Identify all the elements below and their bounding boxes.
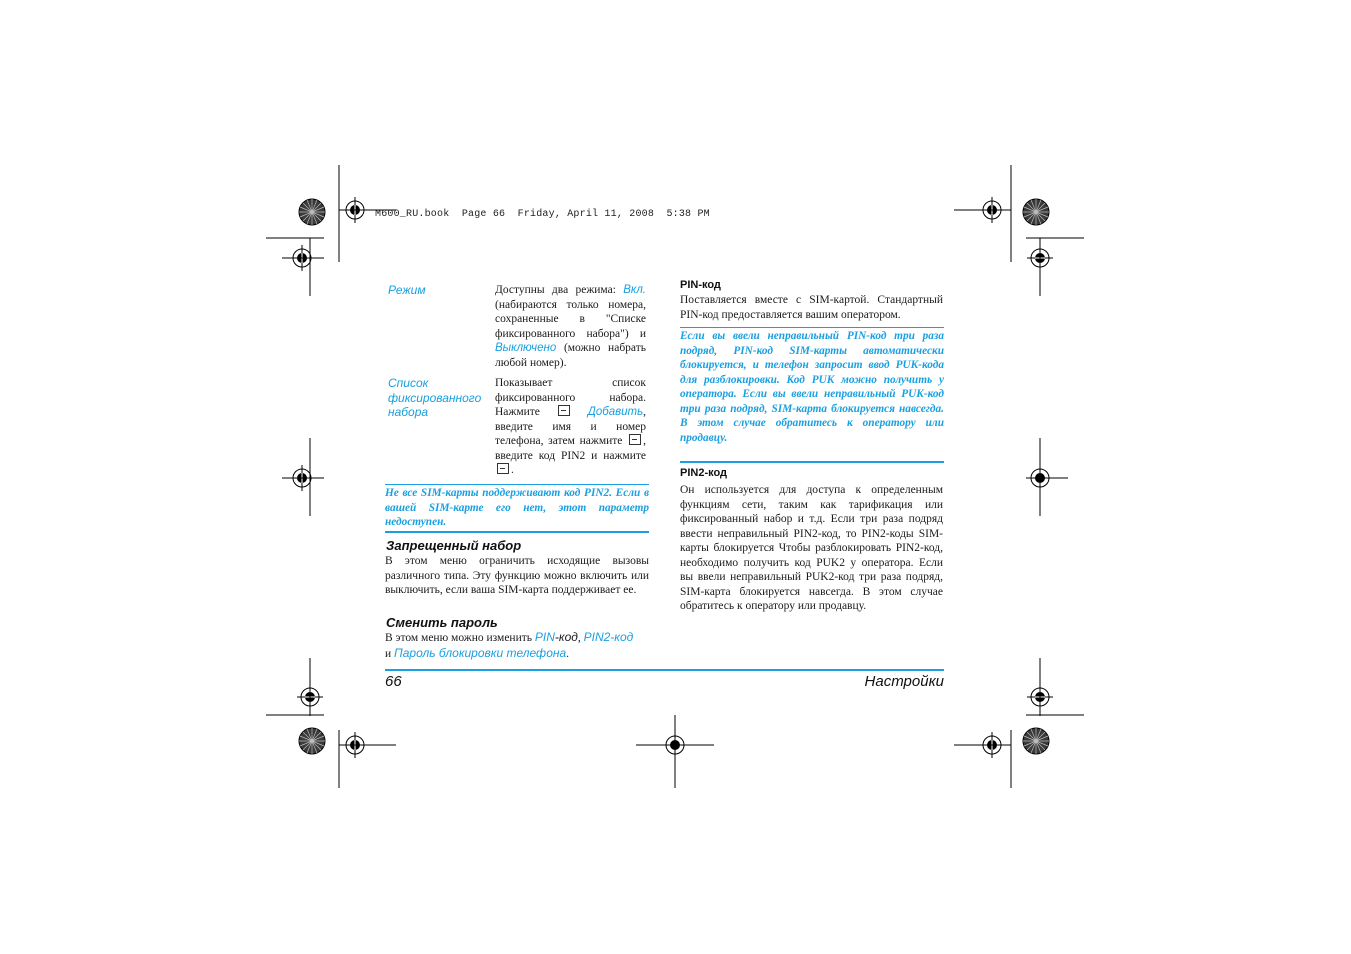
chapter-title: Настройки (864, 673, 944, 690)
and-text: и (385, 647, 395, 660)
pin2-text: Он используется для доступа к определенным функциям сети, таким как тарификация или фиксированный набор и т.д. Если три раза подряд ввести неправильный PIN2-код, то PIN2-коды SIM-карты блокируется Чтобы разблокировать PIN2-код, необходимо получить код PUK2 у оператора. Если вы ввели неправильный PUK2-код три раза подряд, SIM-карта блокируется навсегда. В этом случае обратитесь к оператору или продавцу. (680, 484, 943, 612)
starburst-mark (299, 728, 325, 754)
password-text-1: В этом меню можно изменить (385, 632, 535, 644)
add-link: Добавить (587, 406, 644, 418)
period: . (566, 647, 570, 660)
section-heading-barring: Запрещенный набор (386, 538, 522, 553)
section-text-barring: В этом меню ограничить исходящие вызовы различного типа. Эту функцию можно включить или выключить, если ваша SIM-карта поддерживает ее. (385, 555, 649, 596)
mode-off-link: Выключено (495, 342, 557, 354)
page-number: 66 (385, 673, 402, 690)
pin-note: Если вы ввели неправильный PIN-код три раза подряд, PIN-код SIM-карты автоматически блокируется, и телефон запросит ввод PUK-кода для разблокировки. Код PUK можно получить у оператора. Если вы ввели неправильный PUK-код три раза подряд, SIM-карта блокируется навсегда. В этом случае обратитесь к оператору или продавцу. (680, 330, 944, 444)
pin-link-suffix: -код (554, 630, 578, 644)
pin2-note: Не все SIM-карты поддерживают код PIN2. Если в вашей SIM-карте его нет, этот параметр недоступен. (385, 487, 649, 528)
desc-mode-text-3: (можно набрать любой номер). (495, 342, 646, 369)
starburst-mark (299, 199, 325, 225)
separator: , (577, 632, 584, 644)
pin2-link: PIN2-код (583, 630, 634, 644)
desc-fixed-text-1: Показывает список фиксированного набора. Нажмите (495, 377, 646, 418)
term-fixed-list: Список фиксированного набора (388, 376, 482, 419)
pin-text: Поставляется вместе с SIM-картой. Стандартный PIN-код предоставляется вашим оператором. (680, 294, 943, 321)
phone-lock-link: Пароль блокировки телефона (394, 645, 567, 660)
mode-on-link: Вкл. (623, 284, 646, 296)
pin2-heading: PIN2-код (680, 467, 728, 479)
desc-fixed-text-4: . (511, 464, 514, 476)
term-mode: Режим (388, 283, 426, 297)
print-header: M600_RU.book Page 66 Friday, April 11, 2008 5:38 PM (375, 209, 710, 220)
starburst-mark (1023, 728, 1049, 754)
starburst-mark (1023, 199, 1049, 225)
section-heading-password: Сменить пароль (386, 615, 498, 630)
desc-mode-text-2: (набираются только номера, сохраненные в "Списке фиксированного набора") и (495, 298, 646, 340)
desc-fixed-text-3: , введите код PIN2 и нажмите (495, 435, 646, 462)
desc-fixed-text-2: , введите имя и номер телефона, затем нажмите (495, 406, 646, 447)
pin-heading: PIN-код (680, 279, 721, 291)
pin-link: PIN (534, 630, 555, 644)
desc-mode-text-1: Доступны два режима: (495, 284, 624, 296)
